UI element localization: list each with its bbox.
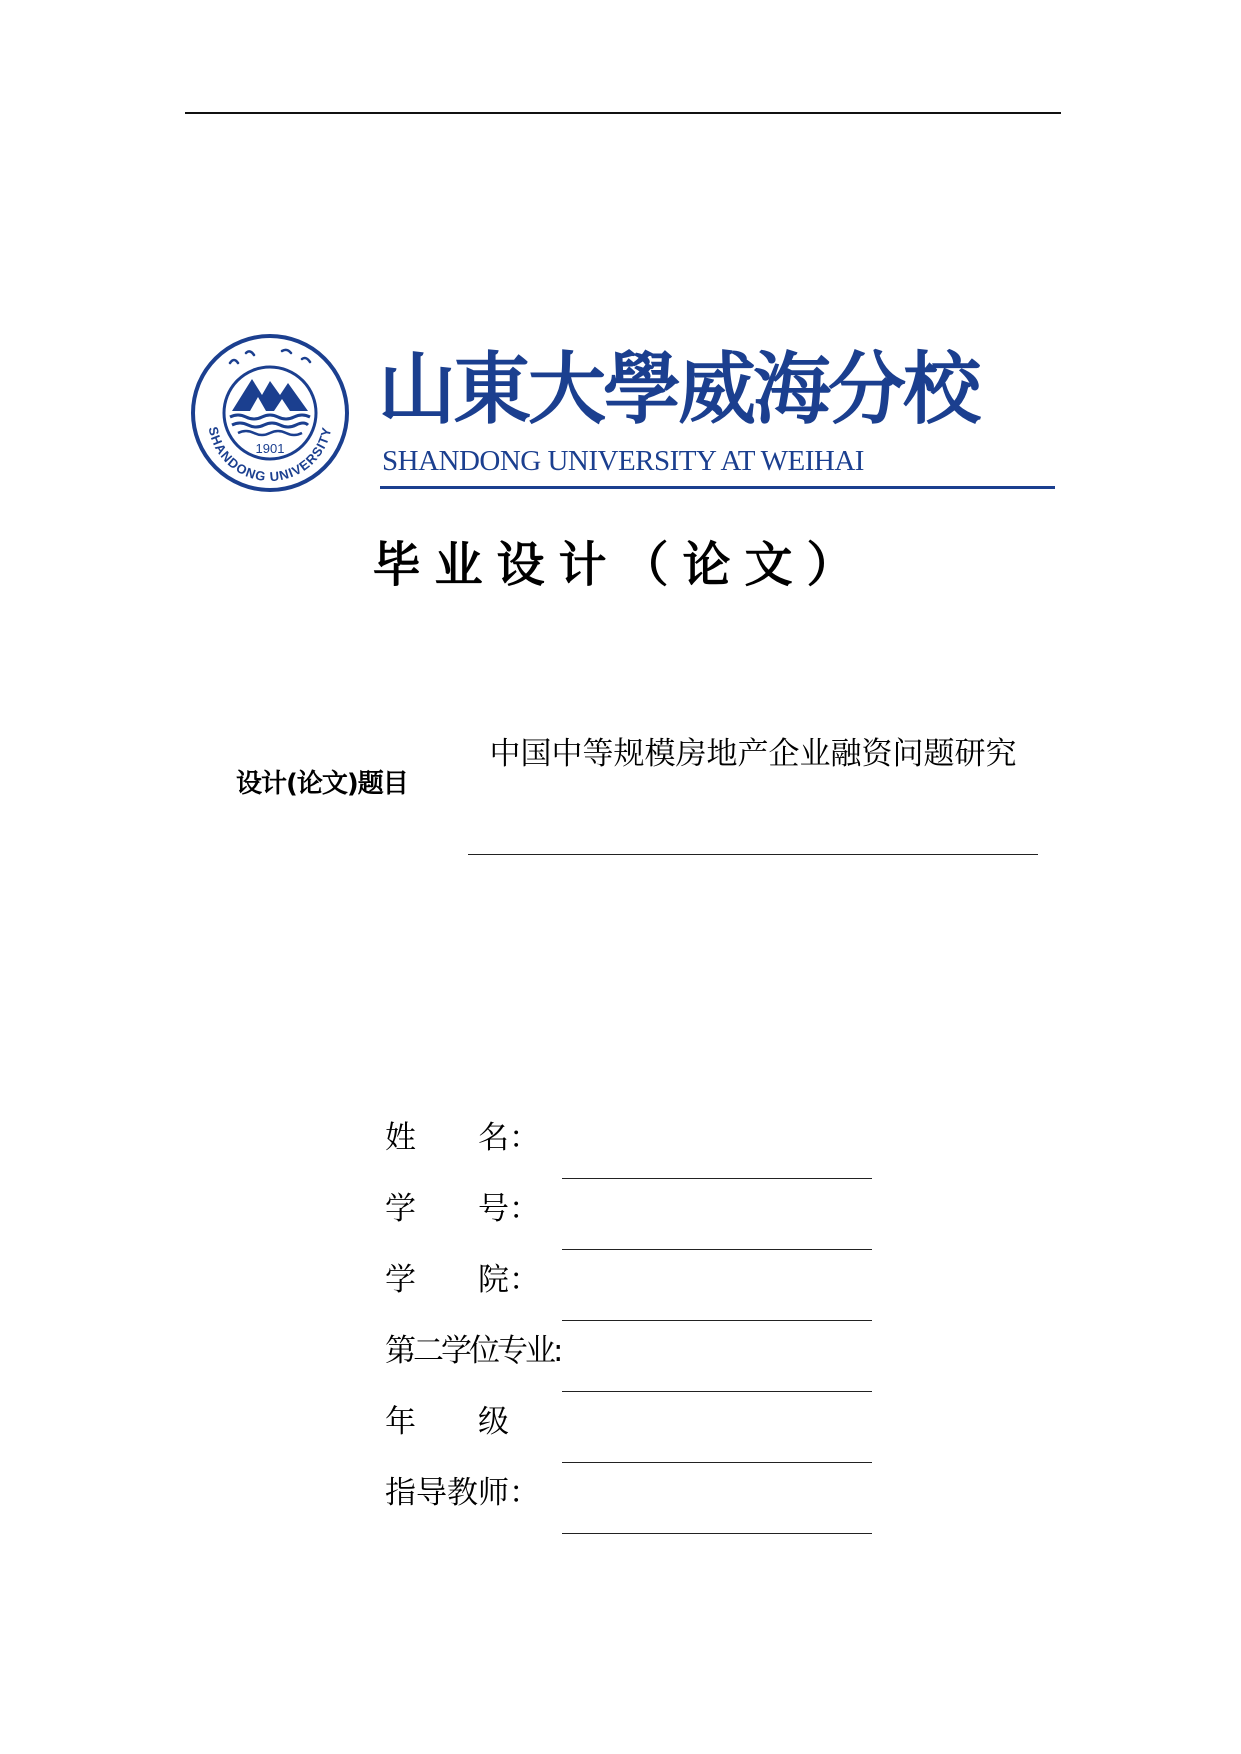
university-name-cn: 山東大學威海分校 — [378, 344, 979, 435]
field-row-second-major — [385, 1325, 875, 1396]
seal-ring-text: SHANDONG UNIVERSITY — [205, 425, 335, 485]
topic-label: 设计(论文)题目 — [236, 769, 408, 799]
field-line-student-id — [562, 1249, 872, 1250]
seal-year: 1901 — [255, 441, 285, 456]
topic-underline — [468, 854, 1038, 855]
university-name-en: SHANDONG UNIVERSITY AT WEIHAI — [382, 445, 864, 477]
field-line-advisor — [562, 1533, 872, 1534]
field-label-name: 姓 名： — [385, 1120, 540, 1156]
field-line-name — [562, 1178, 872, 1179]
field-row-name — [385, 1112, 875, 1183]
field-row-grade — [385, 1396, 875, 1467]
field-row-advisor — [385, 1467, 875, 1538]
field-label-advisor: 指导教师： — [385, 1475, 540, 1511]
header-rule — [185, 112, 1061, 114]
university-name-underline — [380, 486, 1055, 489]
field-line-second-major — [562, 1391, 872, 1392]
info-fields — [385, 1112, 875, 1538]
field-label-second-major: 第二学位专业: — [385, 1333, 561, 1369]
document-type-title: 毕业设计（论文） — [372, 537, 869, 593]
university-seal-icon — [190, 333, 350, 493]
topic-value: 中国中等规模房地产企业融资问题研究 — [489, 736, 1017, 772]
field-line-college — [562, 1320, 872, 1321]
field-row-college — [385, 1254, 875, 1325]
field-label-student-id: 学 号： — [385, 1191, 540, 1227]
university-logo — [190, 333, 1020, 498]
field-label-college: 学 院： — [385, 1262, 540, 1298]
field-label-grade: 年 级 — [385, 1404, 509, 1440]
field-line-grade — [562, 1462, 872, 1463]
field-row-student-id — [385, 1183, 875, 1254]
